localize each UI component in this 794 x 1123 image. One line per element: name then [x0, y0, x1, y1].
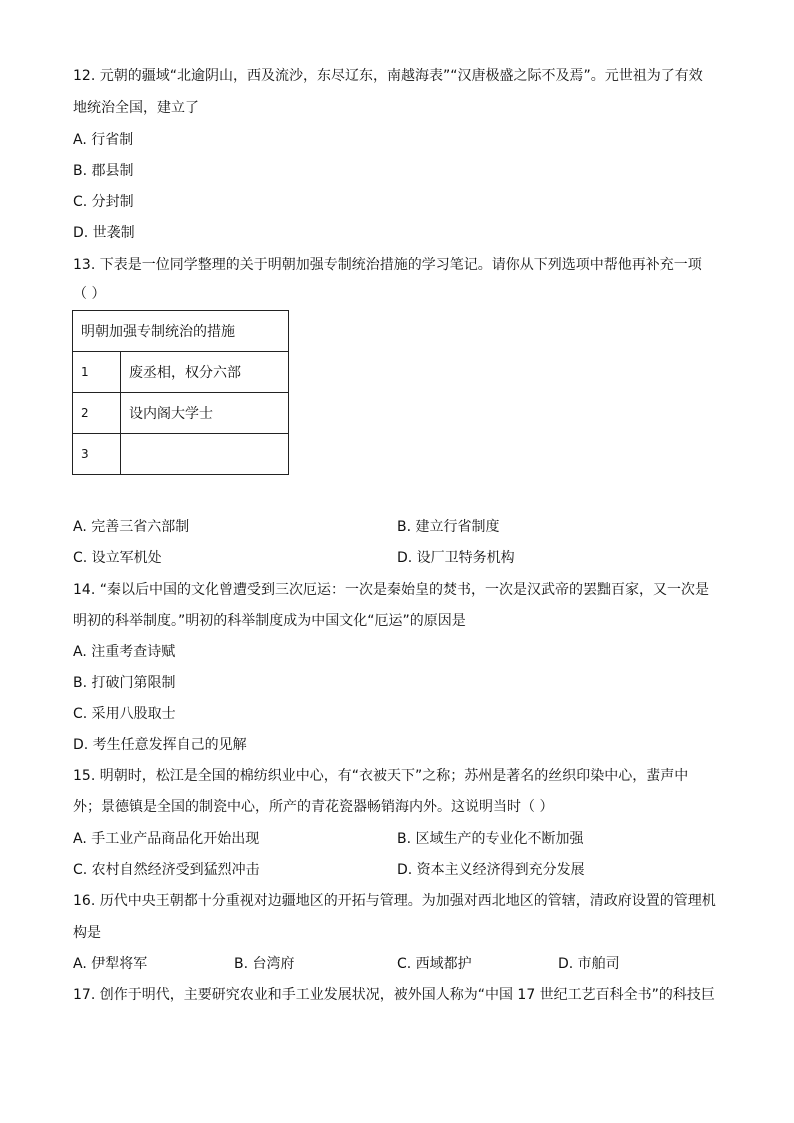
q16-stem-line2: 构是	[73, 925, 101, 941]
q13-option-a: A. 完善三省六部制	[73, 519, 190, 535]
table-row-number: 1	[73, 352, 121, 393]
q12-stem-line1: 12. 元朝的疆域“北逾阴山，西及流沙，东尽辽东，南越海表”“汉唐极盛之际不及焉”。元世祖为了有效	[73, 68, 703, 84]
q15-option-c: C. 农村自然经济受到猛烈冲击	[73, 862, 260, 878]
q13-stem-line2: （ ）	[73, 286, 106, 302]
table-row	[73, 393, 289, 434]
table-header-row	[73, 311, 289, 352]
table-row	[73, 352, 289, 393]
q16-option-c: C. 西域都护	[397, 956, 472, 972]
q12-stem-line2: 地统治全国，建立了	[73, 100, 199, 116]
q14-option-b: B. 打破门第限制	[73, 675, 176, 691]
q15-option-d: D. 资本主义经济得到充分发展	[397, 862, 585, 878]
q17-stem-line1: 17. 创作于明代，主要研究农业和手工业发展状况，被外国人称为“中国 17 世纪工艺百科全书”的科技巨	[73, 987, 715, 1003]
table-row	[73, 434, 289, 475]
q12-option-b: B. 郡县制	[73, 163, 134, 179]
q14-option-c: C. 采用八股取士	[73, 706, 176, 722]
q13-option-b: B. 建立行省制度	[397, 519, 500, 535]
q16-option-b: B. 台湾府	[234, 956, 295, 972]
q15-stem-line1: 15. 明朝时，松江是全国的棉纺织业中心，有“衣被天下”之称；苏州是著名的丝织印染中心，蜚声中	[73, 768, 689, 784]
q12-option-a: A. 行省制	[73, 132, 134, 148]
study-notes-table	[72, 310, 289, 475]
q15-option-b: B. 区域生产的专业化不断加强	[397, 831, 584, 847]
table-row-text: 设内阁大学士	[121, 393, 289, 434]
q15-option-a: A. 手工业产品商品化开始出现	[73, 831, 260, 847]
q13-option-c: C. 设立军机处	[73, 550, 162, 566]
q14-option-a: A. 注重考查诗赋	[73, 644, 176, 660]
table-row-text-empty	[121, 434, 289, 475]
q14-stem-line1: 14. “秦以后中国的文化曾遭受到三次厄运：一次是秦始皇的焚书，一次是汉武帝的罢黜百家，又一次是	[73, 582, 709, 598]
q12-option-c: C. 分封制	[73, 194, 134, 210]
q16-option-a: A. 伊犁将军	[73, 956, 148, 972]
q14-option-d: D. 考生任意发挥自己的见解	[73, 737, 247, 753]
table-row-number: 3	[73, 434, 121, 475]
q16-option-d: D. 市舶司	[558, 956, 620, 972]
q13-stem-line1: 13. 下表是一位同学整理的关于明朝加强专制统治措施的学习笔记。请你从下列选项中帮他再补充一项	[73, 257, 702, 273]
q14-stem-line2: 明初的科举制度。”明初的科举制度成为中国文化“厄运”的原因是	[73, 613, 466, 629]
q16-stem-line1: 16. 历代中央王朝都十分重视对边疆地区的开拓与管理。为加强对西北地区的管辖，清政府设置的管理机	[73, 893, 716, 909]
table-header-cell: 明朝加强专制统治的措施	[73, 311, 289, 352]
q12-option-d: D. 世袭制	[73, 225, 135, 241]
q15-stem-line2: 外；景德镇是全国的制瓷中心，所产的青花瓷器畅销海内外。这说明当时（ ）	[73, 799, 554, 815]
table-row-number: 2	[73, 393, 121, 434]
q13-option-d: D. 设厂卫特务机构	[397, 550, 515, 566]
table-row-text: 废丞相，权分六部	[121, 352, 289, 393]
